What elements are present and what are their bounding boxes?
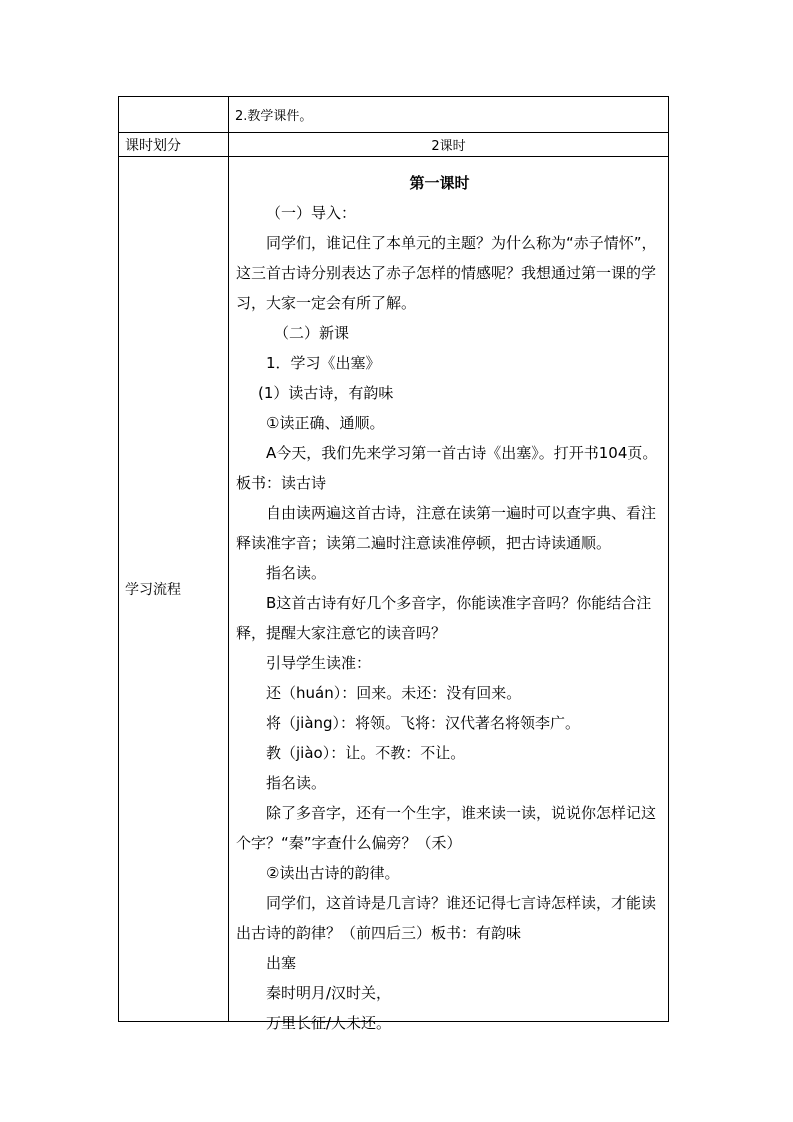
empty-label-cell [119,97,229,133]
paragraph: 指名读。 [266,564,327,582]
lesson-title: 第一课时 [409,174,470,192]
paragraph: B这首古诗有好几个多音字，你能读准字音吗？你能结合注释，提醒大家注意它的读音吗？ [236,594,652,642]
paragraph: ①读正确、通顺。 [266,414,385,432]
paragraph: 1．学习《出塞》 [266,354,381,372]
paragraph: 同学们，谁记住了本单元的主题？为什么称为“赤子情怀”，这三首古诗分别表达了赤子怎样的情感呢？我想通过第一课的学习，大家一定会有所了解。 [236,234,657,312]
table-row [119,157,669,1022]
period-division-label: 课时划分 [119,133,229,157]
learning-process-content [229,157,669,1032]
poem-line: 万里长征/人未还。 [266,1014,392,1032]
table-row [119,133,669,157]
paragraph: (1）读古诗，有韵味 [258,384,394,402]
poem-title: 出塞 [266,954,297,972]
lesson-body [229,171,667,1038]
table-row [119,97,669,133]
paragraph: A今天，我们先来学习第一首古诗《出塞》。打开书104页。板书：读古诗 [236,444,658,492]
paragraph: 将（jiàng）：将领。飞将：汉代著名将领李广。 [266,714,581,732]
teaching-materials-cell: 2.教学课件。 [229,97,669,133]
paragraph: 指名读。 [266,774,327,792]
paragraph: 教（jiào）：让。不教：不让。 [266,744,466,762]
paragraph: 同学们，这首诗是几言诗？谁还记得七言诗怎样读，才能读出古诗的韵律？（前四后三）板书：有韵味 [236,894,657,942]
paragraph: 引导学生读准： [266,654,372,672]
paragraph: ②读出古诗的韵律。 [266,864,400,882]
learning-process-label: 学习流程 [119,157,229,1022]
paragraph: （二）新课 [274,324,350,342]
paragraph: 除了多音字，还有一个生字，谁来读一读，说说你怎样记这个字？“秦”字查什么偏旁？（禾） [236,804,657,852]
paragraph: 自由读两遍这首古诗，注意在读第一遍时可以查字典、看注释读准字音；读第二遍时注意读准停顿，把古诗读通顺。 [236,504,657,552]
paragraph: （一）导入： [266,204,357,222]
paragraph: 还（huán）：回来。未还：没有回来。 [266,684,522,702]
lesson-plan-table [118,96,669,1032]
poem-line: 秦时明月/汉时关， [266,984,392,1002]
period-division-value: 2课时 [229,133,669,157]
